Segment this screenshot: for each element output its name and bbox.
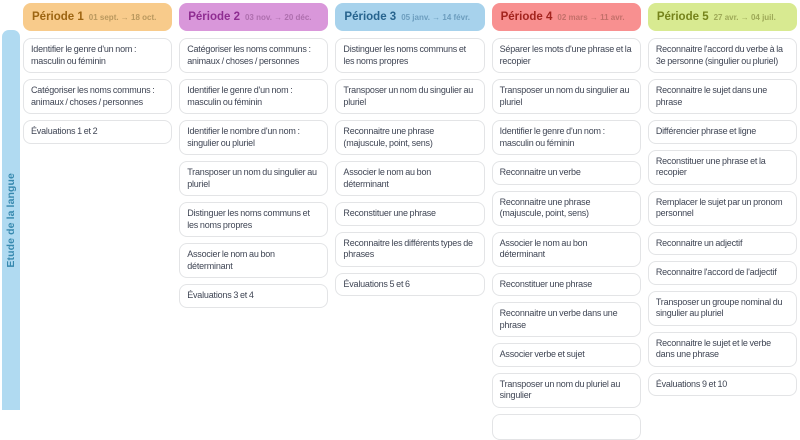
objective-label: Reconnaitre le sujet dans une phrase [655,85,768,107]
objective-card[interactable] [179,79,328,114]
objective-label: Transposer un nom du singulier au pluriel [187,167,317,189]
objective-card[interactable] [492,373,641,408]
objective-label: Identifier le genre d'un nom : masculin ou féminin [187,85,293,107]
period-header[interactable] [23,3,172,31]
objective-card[interactable] [23,79,172,114]
period-items [179,38,328,308]
period-header[interactable] [492,3,641,31]
period-column [23,3,172,144]
period-header[interactable] [648,3,797,31]
objective-card[interactable] [335,79,484,114]
objective-card[interactable] [179,120,328,155]
objective-card[interactable] [335,202,484,226]
objective-label: Associer le nom au bon déterminant [187,249,275,271]
subject-sidebar[interactable] [2,30,20,410]
objective-label: Identifier le nombre d'un nom : singulier ou pluriel [187,126,300,148]
objective-label: Reconnaitre un verbe [499,167,581,177]
objective-label: Remplacer le sujet par un pronom personnel [655,196,783,218]
objective-card[interactable] [492,161,641,185]
objective-card[interactable] [492,191,641,226]
objective-card[interactable] [648,150,797,185]
objective-label: Reconnaitre l'accord du verbe à la 3e personne (singulier ou pluriel) [655,44,783,66]
objective-card[interactable] [648,261,797,285]
objective-label: Évaluations 9 et 10 [655,378,728,389]
period-column [335,3,484,296]
period-column [179,3,328,308]
period-header[interactable] [179,3,328,31]
objective-label: Associer le nom au bon déterminant [343,167,432,189]
objective-card[interactable] [492,38,641,73]
objective-label: Transposer un nom du pluriel au singulier [499,378,621,400]
objective-card[interactable] [179,202,328,237]
objective-card[interactable] [23,120,172,144]
objective-label: Catégoriser les noms communs : animaux / choses / personnes [31,85,155,107]
objective-card[interactable] [648,79,797,114]
objective-label: Distinguer les noms communs et les noms propres [187,208,310,230]
objective-card[interactable] [648,120,797,144]
objective-label: Associer verbe et sujet [499,349,585,359]
objective-card[interactable] [492,232,641,267]
objective-card[interactable] [335,273,484,297]
objective-card[interactable] [492,120,641,155]
objective-label: Identifier le genre d'un nom : masculin ou féminin [499,126,605,148]
objective-card[interactable] [492,343,641,367]
objective-label: Transposer un nom du singulier au pluriel [499,85,630,107]
objective-card[interactable] [179,284,328,308]
objective-card[interactable] [492,414,641,440]
period-title: Période 3 [344,11,397,23]
objective-card[interactable] [335,38,484,73]
objective-card[interactable] [335,161,484,196]
objective-card[interactable] [648,332,797,367]
periods-container [23,3,797,440]
objective-label: Évaluations 1 et 2 [31,126,98,136]
period-column [648,3,797,396]
objective-label: Séparer les mots d'une phrase et la recopier [499,44,632,66]
objective-card[interactable] [492,302,641,337]
period-dates: 03 nov. → 20 déc. [244,12,312,22]
objective-label: Identifier le genre d'un nom : masculin ou féminin [31,44,137,66]
objective-card[interactable] [648,232,797,256]
objective-label: Reconstituer une phrase [343,208,436,218]
objective-label: Reconnaitre l'accord de l'adjectif [655,267,777,277]
objective-label: Reconnaitre les différents types de phrases [343,237,473,259]
period-column [492,3,641,440]
period-dates: 27 avr. → 04 juil. [713,12,776,22]
period-items [648,38,797,396]
objective-label: Reconstituer une phrase [499,278,593,289]
period-title: Période 4 [500,11,553,23]
objective-label: Reconnaitre une phrase (majuscule, point, sens) [499,196,591,218]
objective-card[interactable] [179,38,328,73]
objective-label: Associer le nom au bon déterminant [499,237,588,259]
period-dates: 01 sept. → 18 oct. [88,12,157,22]
objective-label: Reconnaitre le sujet et le verbe dans une phrase [655,337,771,359]
objective-label: Évaluations 3 et 4 [187,290,254,300]
objective-card[interactable] [648,191,797,226]
period-header[interactable] [335,3,484,31]
period-dates: 02 mars → 11 avr. [557,12,625,22]
objective-card[interactable] [179,161,328,196]
period-items [335,38,484,296]
objective-label: Reconnaitre un adjectif [655,237,743,248]
objective-card[interactable] [23,38,172,73]
period-title: Période 2 [188,11,240,23]
objective-label: Distinguer les noms communs et les noms propres [343,44,466,66]
objective-label: Catégoriser les noms communs : animaux / choses / personnes [187,44,311,66]
period-title: Période 1 [32,11,84,23]
objective-card[interactable] [335,120,484,155]
objective-card[interactable] [179,243,328,278]
objective-card[interactable] [648,38,797,73]
objective-label: Transposer un nom du singulier au pluriel [343,85,474,107]
objective-card[interactable] [648,291,797,326]
period-dates: 05 janv. → 14 févr. [401,12,470,22]
objective-label: Différencier phrase et ligne [655,126,757,136]
period-title: Période 5 [656,11,709,23]
objective-card[interactable] [492,273,641,297]
objective-label: Transposer un groupe nominal du singulier au pluriel [655,296,783,318]
objective-card[interactable] [648,373,797,397]
period-items [23,38,172,144]
objective-label: Reconstituer une phrase et la recopier [655,155,766,177]
objective-label: Évaluations 5 et 6 [343,278,410,289]
subject-label: Etude de la langue [5,172,17,268]
objective-card[interactable] [492,79,641,114]
objective-card[interactable] [335,232,484,267]
period-items [492,38,641,440]
objective-label: Reconnaitre un verbe dans une phrase [499,308,618,330]
objective-label: Reconnaitre une phrase (majuscule, point, sens) [343,126,435,148]
